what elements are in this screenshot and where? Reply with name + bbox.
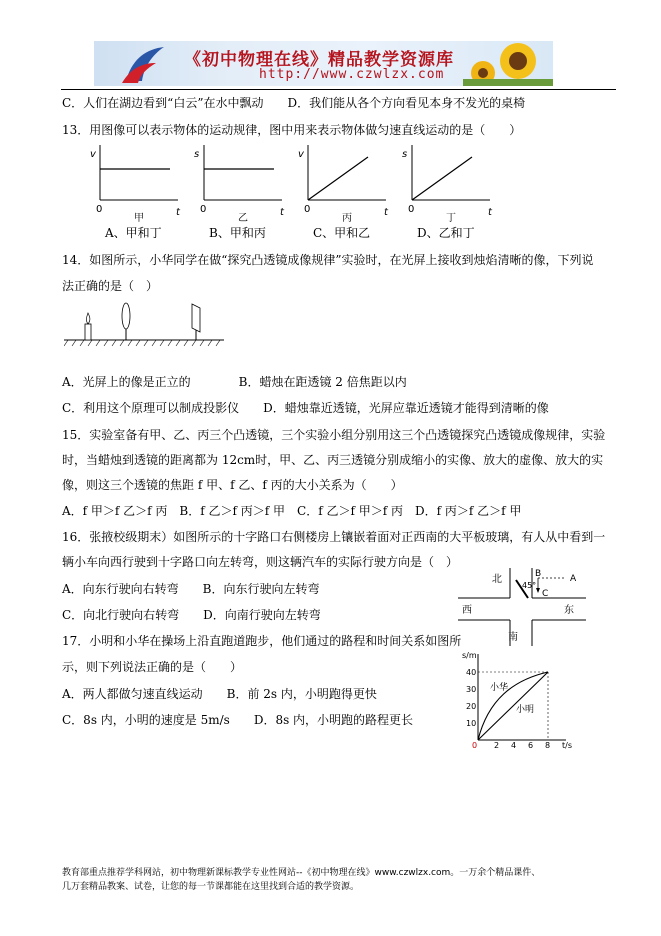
x-tick-6: 6 (528, 741, 534, 750)
q13-option-a: A、甲和丁 (105, 226, 162, 240)
y-tick-20: 20 (466, 702, 477, 711)
graph-yi-origin: 0 (200, 204, 207, 215)
q15-stem-line3: 像，则这三个透镜的焦距 f 甲、f 乙、f 丙的大小关系为（ ） (62, 478, 403, 492)
q17-stem-line2: 示，则下列说法正确的是（ ） (62, 660, 243, 674)
q16-options-cd: C．向北行驶向右转弯 D．向南行驶向左转弯 (62, 608, 321, 622)
q14-stem-line1: 14．如图所示，小华同学在做“探究凸透镜成像规律”实验时，在光屏上接收到烛焰清晰的像，下列说 (62, 253, 594, 267)
x-tick-2: 2 (494, 741, 500, 750)
x-tick-8: 8 (545, 741, 551, 750)
q17-stem-line1: 17．小明和小华在操场上沿直跑道跑步，他们通过的路程和时间关系如图所 (62, 634, 462, 648)
graph-bing-name: 丙 (342, 213, 352, 224)
q13-option-b: B、甲和丙 (209, 226, 266, 240)
series-xiaoming-line (478, 672, 548, 740)
graph-yi-taxis: t (280, 207, 284, 218)
point-b-label: B (535, 569, 542, 579)
q15-stem-line2: 时，当蜡烛到透镜的距离都为 12cm时，甲、乙、丙三透镜分别成缩小的实像、放大的虚像、放大的实 (62, 453, 604, 467)
lens-experiment-figure (64, 300, 234, 350)
graph-jia (90, 145, 181, 224)
graph-yi-yaxis: s (194, 149, 200, 160)
q14-options-ab: A．光屏上的像是正立的 B．蜡烛在距透镜 2 倍焦距以内 (62, 375, 407, 389)
graph-jia-taxis: t (176, 207, 180, 218)
y-tick-40: 40 (466, 668, 477, 677)
header-banner (94, 41, 553, 86)
candle-icon (85, 313, 91, 340)
origin-label: 0 (472, 741, 478, 750)
sunflower-image (463, 41, 553, 86)
q17-options-cd: C．8s 内，小明的速度是 5m/s D．8s 内，小明跑的路程更长 (62, 713, 414, 727)
y-tick-10: 10 (466, 719, 477, 728)
y-axis-label: s/m (462, 651, 477, 660)
graph-jia-name: 甲 (134, 213, 144, 224)
graph-ding-taxis: t (488, 207, 492, 218)
north-label: 北 (492, 574, 502, 585)
east-label: 东 (564, 605, 574, 616)
q15-stem-line1: 15．实验室备有甲、乙、丙三个凸透镜，三个实验小组分别用这三个凸透镜探究凸透镜成像规律，实验 (62, 428, 606, 442)
graph-ding-origin: 0 (408, 204, 415, 215)
graph-bing (298, 145, 389, 224)
distance-time-graph (458, 650, 578, 750)
light-screen-icon (192, 304, 200, 340)
q13-option-d: D、乙和丁 (417, 226, 475, 240)
point-a-label: A (570, 574, 577, 584)
header-divider (61, 89, 616, 90)
series-xiaohua-label: 小华 (490, 683, 509, 693)
convex-lens-icon (122, 303, 130, 340)
q13-option-c: C、甲和乙 (313, 226, 371, 240)
graph-yi (194, 145, 285, 224)
banner-title: 《初中物理在线》精品教学资源库 (184, 50, 454, 70)
graph-ding-name: 丁 (446, 213, 456, 224)
q13-stem: 13．用图像可以表示物体的运动规律，图中用来表示物体做匀速直线运动的是（ ） (62, 123, 522, 137)
q15-options: A．f 甲＞f 乙＞f 丙 B．f 乙＞f 丙＞f 甲 C．f 乙＞f 甲＞f 丙 D．f 丙＞f 乙＞f 甲 (62, 504, 522, 518)
graph-yi-name: 乙 (238, 213, 248, 224)
series-xiaoming-label: 小明 (516, 705, 535, 715)
q16-stem-line2: 辆小车向西行驶到十字路口向左转弯，则这辆汽车的实际行驶方向是（ ） (62, 555, 459, 569)
graph-ding-yaxis: s (402, 149, 408, 160)
graph-bing-yaxis: v (298, 149, 304, 160)
graph-jia-yaxis: v (90, 149, 96, 160)
q16-options-ab: A．向东行驶向右转弯 B．向东行驶向左转弯 (62, 582, 320, 596)
x-tick-4: 4 (511, 741, 517, 750)
site-logo (112, 41, 182, 86)
q14-options-cd: C．利用这个原理可以制成投影仪 D．蜡烛靠近透镜，光屏应靠近透镜才能得到清晰的像 (62, 401, 549, 415)
q16-stem-line1: 16．张掖校级期末）如图所示的十字路口右侧楼房上镶嵌着面对正西南的大平板玻璃，有人从中看到一 (62, 530, 606, 544)
footer-line2: 几万套精品教案、试卷，让您的每一节课都能在这里找到合适的教学资源。 (62, 882, 360, 892)
footer-line1: 教育部重点推荐学科网站，初中物理新课标教学专业性网站--《初中物理在线》www.czwlzx.com。一万余个精品课件、 (62, 868, 541, 878)
graph-jia-origin: 0 (96, 204, 103, 215)
angle-label: 45° (522, 581, 537, 590)
q17-options-ab: A．两人都做匀速直线运动 B．前 2s 内，小明跑得更快 (62, 687, 377, 701)
x-axis-label: t/s (562, 741, 572, 750)
banner-url: http://www.czwlzx.com (259, 67, 445, 82)
q12-options: C．人们在湖边看到“白云”在水中飘动 D．我们能从各个方向看见本身不发光的桌椅 (62, 96, 526, 110)
graph-bing-origin: 0 (304, 204, 311, 215)
graph-bing-taxis: t (384, 207, 388, 218)
west-label: 西 (462, 605, 472, 616)
q14-stem-line2: 法正确的是（ ） (62, 279, 159, 293)
graph-ding (402, 145, 493, 224)
crossroad-figure (458, 568, 588, 648)
south-label: 南 (508, 632, 518, 643)
point-c-label: C (542, 589, 549, 599)
y-tick-30: 30 (466, 685, 477, 694)
